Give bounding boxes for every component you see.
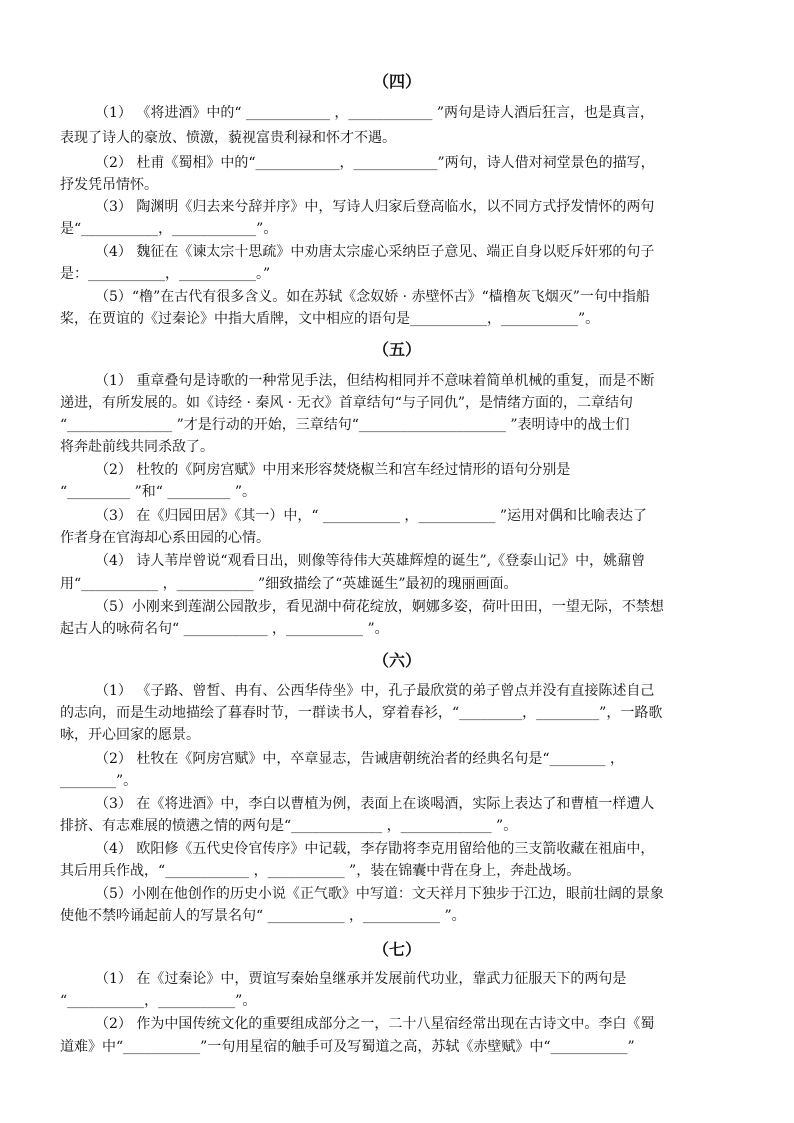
text-line: ________”。 (60, 773, 138, 789)
text-line: 的志向，而是生动地描绘了暮春时节，一群读书人，穿着春衫，“_________，_________”，一路歌 (60, 705, 663, 721)
text-line: 使他不禁吟诵起前人的写景名句“ ___________ ，___________ ”。 (60, 908, 466, 924)
text-line: 咏，开心回家的愿景。 (60, 727, 200, 743)
text-line: （2） 杜牧的《阿房宫赋》中用来形容焚烧椒兰和宫车经过情形的语句分别是 (95, 462, 571, 478)
text-line: 道难》中“___________”一句用星宿的触手可及写蜀道之高，苏轼《赤壁赋》中“___________” (60, 1039, 635, 1055)
text-line: 是“___________，____________”。 (60, 221, 278, 237)
text-line: 用“___________ ，___________ ”细致描绘了“英雄诞生”最初的瑰丽画面。 (60, 576, 518, 592)
text-line: “_______________ ”才是行动的开始，三章结句“_____________________ ”表明诗中的战士们 (60, 417, 630, 433)
text-line: 递进，有所发展的。如《诗经 · 秦风 · 无衣》首章结句“与子同仇”，是情绪方面的，二章结句 (60, 395, 634, 411)
text-line: （3） 在《将进酒》中，李白以曹植为例，表面上在谈喝酒，实际上表达了和曹植一样遭人 (95, 796, 655, 812)
text-line: 是：___________，___________。” (60, 266, 271, 282)
section-title: （六） (372, 651, 421, 670)
text-line: （1） 《将进酒》中的“ ____________ ，____________ ”两句是诗人酒后狂言，也是真言， (95, 105, 655, 121)
text-line: （4） 欧阳修《五代史伶官传序》中记载，李存勖将李克用留给他的三支箭收藏在祖庙中， (95, 841, 655, 857)
text-line: （1） 在《过秦论》中，贾谊写秦始皇继承并发展前代功业，靠武力征服天下的两句是 (95, 971, 627, 987)
text-line: 其后用兵作战，“____________ ，___________ ”，装在锦囊中背在身上，奔赴战场。 (60, 863, 581, 879)
text-line: （3） 陶渊明《归去来兮辞并序》中，写诗人归家后登高临水，以不同方式抒发情怀的两句 (95, 199, 655, 215)
text-line: 起古人的咏荷名句“ ____________ ，___________ ”。 (60, 621, 389, 637)
section-title: （四） (372, 72, 421, 91)
text-line: （1） 《子路、曾皙、冉有、公西华侍坐》中，孔子最欣赏的弟子曾点并没有直接陈述自己 (95, 683, 655, 699)
text-line: （1） 重章叠句是诗歌的一种常见手法，但结构相同并不意味着简单机械的重复，而是不断 (95, 373, 655, 389)
text-line: （5）小刚来到莲湖公园散步，看见湖中荷花绽放，婀娜多姿，荷叶田田，一望无际，不禁想 (95, 599, 664, 615)
text-line: “___________，___________”。 (60, 993, 257, 1009)
text-line: 抒发凭吊情怀。 (60, 177, 158, 193)
text-line: （2） 杜牧在《阿房宫赋》中，卒章显志，告诫唐朝统治者的经典名句是“________ ， (95, 751, 624, 767)
text-line: （4） 诗人苇岸曾说“观看日出，则像等待伟大英雄辉煌的诞生”,《登泰山记》中，姚鼐曾 (95, 553, 646, 569)
text-line: 桨，在贾谊的《过秦论》中指大盾牌，文中相应的语句是___________，___________”。 (60, 311, 600, 327)
text-line: 将奔赴前线共同杀敌了。 (60, 439, 214, 455)
text-line: 作者身在官海却心系田园的心情。 (60, 530, 270, 546)
text-line: “_________ ”和“ _________ ”。 (60, 484, 256, 500)
text-line: （3） 在《归园田居》《其一）中，“ ___________ ，___________ ”运用对偶和比喻表达了 (95, 508, 648, 524)
text-line: 排挤、有志难展的愤懑之情的两句是“_____________ ，_____________ ”。 (60, 818, 518, 834)
section-title: （七） (372, 940, 421, 959)
text-line: 表现了诗人的豪放、愤激，藐视富贵利禄和怀才不遇。 (60, 130, 396, 146)
text-line: （2） 作为中国传统文化的重要组成部分之一，二十八星宿经常出现在古诗文中。李白《蜀 (95, 1016, 655, 1032)
text-line: （2） 杜甫《蜀相》中的“____________，____________”两句，诗人借对祠堂景色的描写， (95, 155, 655, 171)
text-line: （5）“橹”在古代有很多含义。如在苏轼《念奴娇 · 赤壁怀古》“樯橹灰飞烟灭”一句中指船 (95, 289, 650, 305)
section-title: （五） (372, 340, 421, 359)
text-line: （5）小刚在他创作的历史小说《正气歌》中写道：文天祥月下独步于江边，眼前壮阔的景象 (95, 886, 664, 902)
text-line: （4） 魏征在《谏太宗十思疏》中劝唐太宗虚心采纳臣子意见、端正自身以贬斥奸邪的句子 (95, 244, 655, 260)
